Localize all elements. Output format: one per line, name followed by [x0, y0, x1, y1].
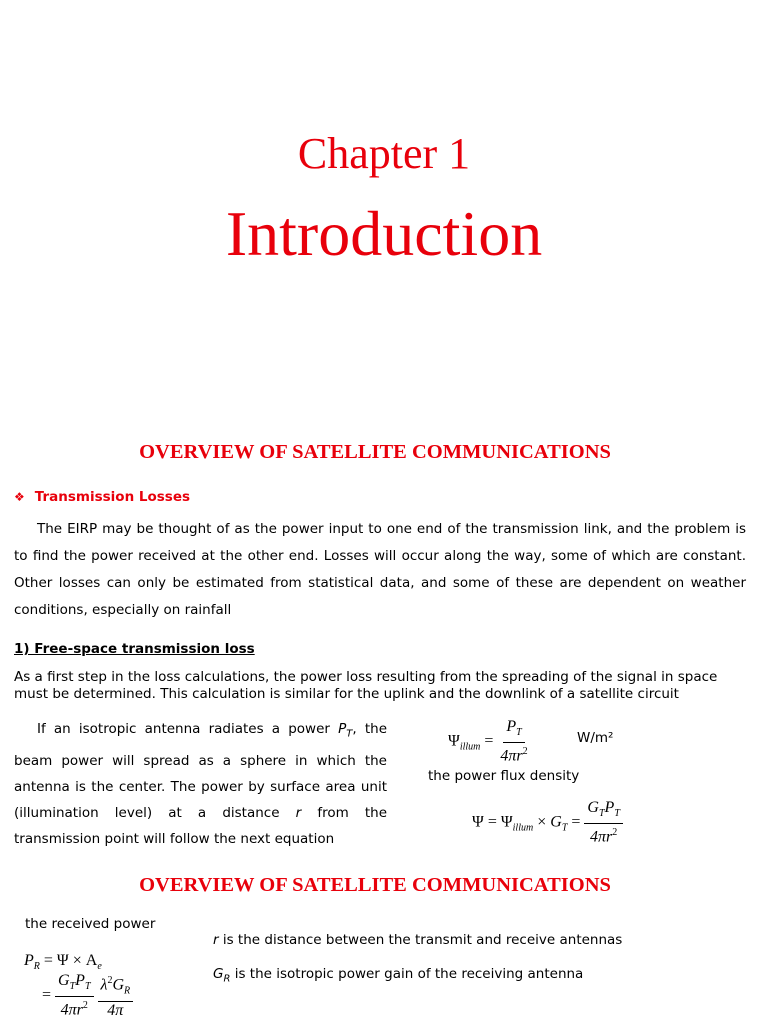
diamond-bullet-icon: ❖	[14, 490, 25, 504]
bullet-title: Transmission Losses	[34, 489, 191, 505]
flux-density-label: the power flux density	[428, 768, 580, 784]
paragraph-loss-calculation: As a first step in the loss calculations, the power loss resulting from the spreading of the signal in space must be determined. This calculation is similar for the uplink and the downlink of a satellite circuit	[14, 669, 718, 702]
received-power-label: the received power	[25, 916, 156, 932]
definition-gr: $G_R$ is the isotropic power gain of the receiving antenna	[213, 966, 584, 985]
subheading-free-space-loss: 1) Free-space transmission loss	[14, 641, 255, 657]
paragraph-isotropic-antenna: If an isotropic antenna radiates a power $P_T$, the beam power will spread as a sphere in which the antenna is the center. The power by surface area unit (illumination level) at a distance r from the transmission point will follow the next equation	[14, 721, 387, 847]
definition-r: r is the distance between the transmit and receive antennas	[213, 932, 623, 948]
unit-label: W/m²	[577, 730, 614, 746]
equation-power-flux-density: $\Psi = \Psi_{illum} \times G_T$ = $\frac{G_TP_T}{4\pi r^2}$	[472, 799, 623, 847]
paragraph-transmission-losses: The EIRP may be thought of as the power input to one end of the transmission link, and the problem is to find the power received at the other end. Losses will occur along the way, some of which are constant. Other losses can only be estimated from statistical data, and some of these are dependent on weather conditions, especially on rainfall	[14, 521, 746, 618]
section-heading: OVERVIEW OF SATELLITE COMMUNICATIONS	[139, 441, 611, 463]
bullet-item	[14, 489, 190, 505]
equation-received-power: $P_R = \Psi \times A_e$ = $\frac{G_TP_T}{4\pi r^2}$ $\frac{\lambda^2G_R}{4\pi}$	[24, 952, 133, 1020]
chapter-label: Chapter 1	[297, 129, 471, 178]
equation-illumination-flux: $\Psi_{illum}$ = $\frac{P_T}{4\pi r^2}$	[448, 718, 528, 765]
section-heading-repeat: OVERVIEW OF SATELLITE COMMUNICATIONS	[139, 874, 611, 896]
chapter-title: Introduction	[225, 198, 543, 269]
